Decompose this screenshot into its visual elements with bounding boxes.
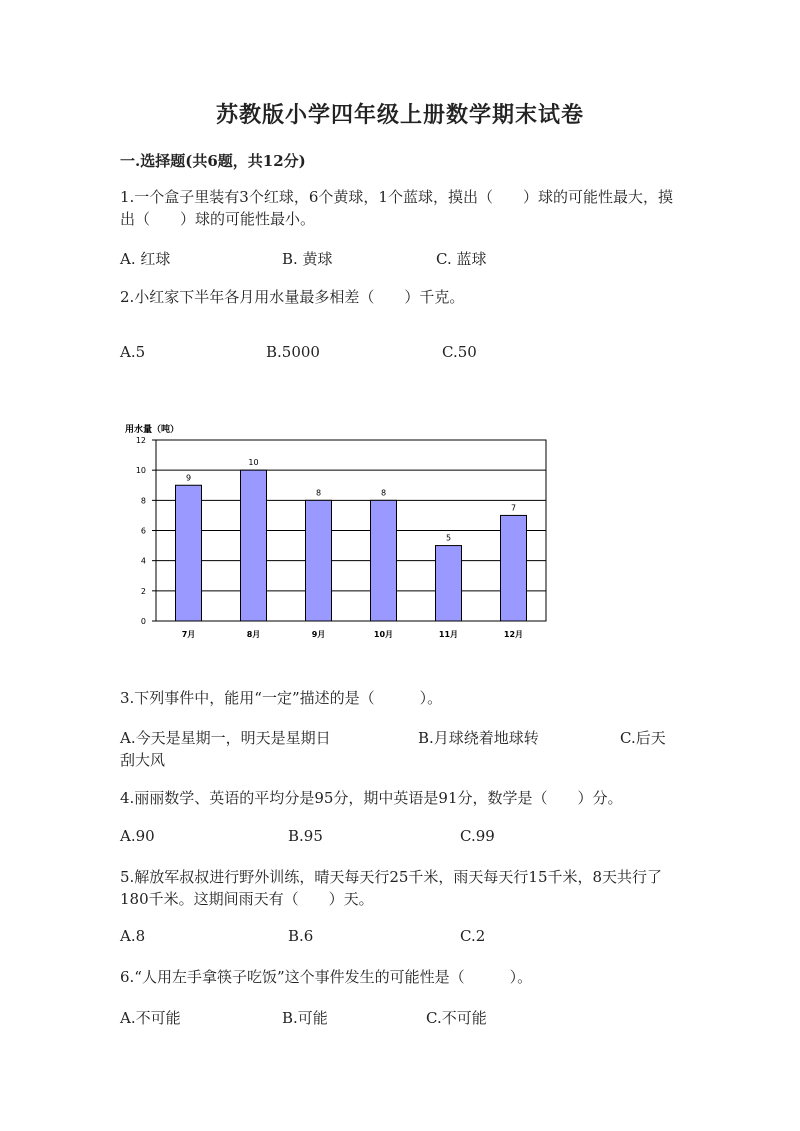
q4-option-b: B.95 bbox=[288, 827, 323, 845]
question-2: 2.小红家下半年各月用水量最多相差（ ）千克。 bbox=[120, 288, 465, 306]
x-tick-label: 8月 bbox=[246, 630, 261, 639]
bar-value-label: 5 bbox=[445, 533, 452, 543]
y-tick-label: 10 bbox=[135, 466, 146, 476]
q4-option-a: A.90 bbox=[120, 827, 155, 845]
q5-option-a: A.8 bbox=[120, 927, 146, 945]
question-5: 5.解放军叔叔进行野外训练，晴天每天行25千米，雨天每天行15千米，8天共行了180千米。这期间雨天有（ ）天。 bbox=[120, 868, 663, 908]
bar-value-label: 9 bbox=[185, 473, 192, 483]
y-tick-label: 0 bbox=[140, 617, 146, 626]
y-tick-label: 8 bbox=[140, 496, 146, 506]
q3-option-c-continued: 刮大风 bbox=[120, 751, 166, 769]
q2-option-a: A.5 bbox=[120, 343, 146, 361]
bar-11月 bbox=[436, 546, 462, 621]
y-tick-label: 4 bbox=[140, 556, 146, 566]
q5-option-b: B.6 bbox=[288, 927, 314, 945]
bar-value-label: 8 bbox=[380, 488, 387, 498]
section-heading: 一.选择题(共6题，共12分) bbox=[120, 152, 306, 170]
q3-option-c: C.后天 bbox=[620, 729, 666, 747]
question-4: 4.丽丽数学、英语的平均分是95分，期中英语是91分，数学是（ ）分。 bbox=[120, 789, 623, 807]
q2-option-b: B.5000 bbox=[266, 343, 320, 361]
x-tick-label: 7月 bbox=[181, 630, 196, 639]
bar-7月 bbox=[176, 485, 202, 621]
question-1: 1.一个盒子里装有3个红球，6个黄球，1个蓝球，摸出（ ）球的可能性最大，摸出（ ）球的可能性最小。 bbox=[120, 188, 673, 228]
y-axis-label: 用水量（吨） bbox=[125, 425, 180, 435]
x-tick-label: 10月 bbox=[373, 630, 394, 639]
x-tick-label: 12月 bbox=[503, 630, 524, 639]
question-3: 3.下列事件中，能用“一定”描述的是（ ）。 bbox=[120, 689, 443, 707]
q6-option-b: B.可能 bbox=[282, 1009, 328, 1027]
q5-option-c: C.2 bbox=[460, 927, 486, 945]
bar-value-label: 7 bbox=[510, 503, 517, 513]
q1-option-b: B. 黄球 bbox=[282, 250, 333, 268]
x-tick-label: 11月 bbox=[438, 630, 459, 639]
bar-value-label: 8 bbox=[315, 488, 322, 498]
q3-option-b: B.月球绕着地球转 bbox=[418, 729, 539, 747]
q6-option-a: A.不可能 bbox=[120, 1009, 181, 1027]
bar-12月 bbox=[501, 515, 527, 621]
question-6: 6.“人用左手拿筷子吃饭”这个事件发生的可能性是（ ）。 bbox=[120, 968, 533, 986]
bar-value-label: 10 bbox=[248, 458, 259, 468]
q6-option-c: C.不可能 bbox=[426, 1009, 487, 1027]
y-tick-label: 12 bbox=[135, 436, 146, 445]
q1-option-a: A. 红球 bbox=[120, 250, 171, 268]
x-tick-label: 9月 bbox=[311, 630, 326, 639]
water-usage-chart bbox=[118, 420, 558, 650]
q4-option-c: C.99 bbox=[460, 827, 495, 845]
bar-10月 bbox=[371, 500, 397, 621]
y-tick-label: 2 bbox=[140, 586, 146, 596]
q2-option-c: C.50 bbox=[442, 343, 477, 361]
y-tick-label: 6 bbox=[140, 526, 146, 536]
page-title: 苏教版小学四年级上册数学期末试卷 bbox=[215, 102, 584, 128]
bar-8月 bbox=[241, 470, 267, 621]
q1-option-c: C. 蓝球 bbox=[436, 250, 487, 268]
q3-option-a: A.今天是星期一，明天是星期日 bbox=[120, 729, 331, 747]
bar-9月 bbox=[306, 500, 332, 621]
